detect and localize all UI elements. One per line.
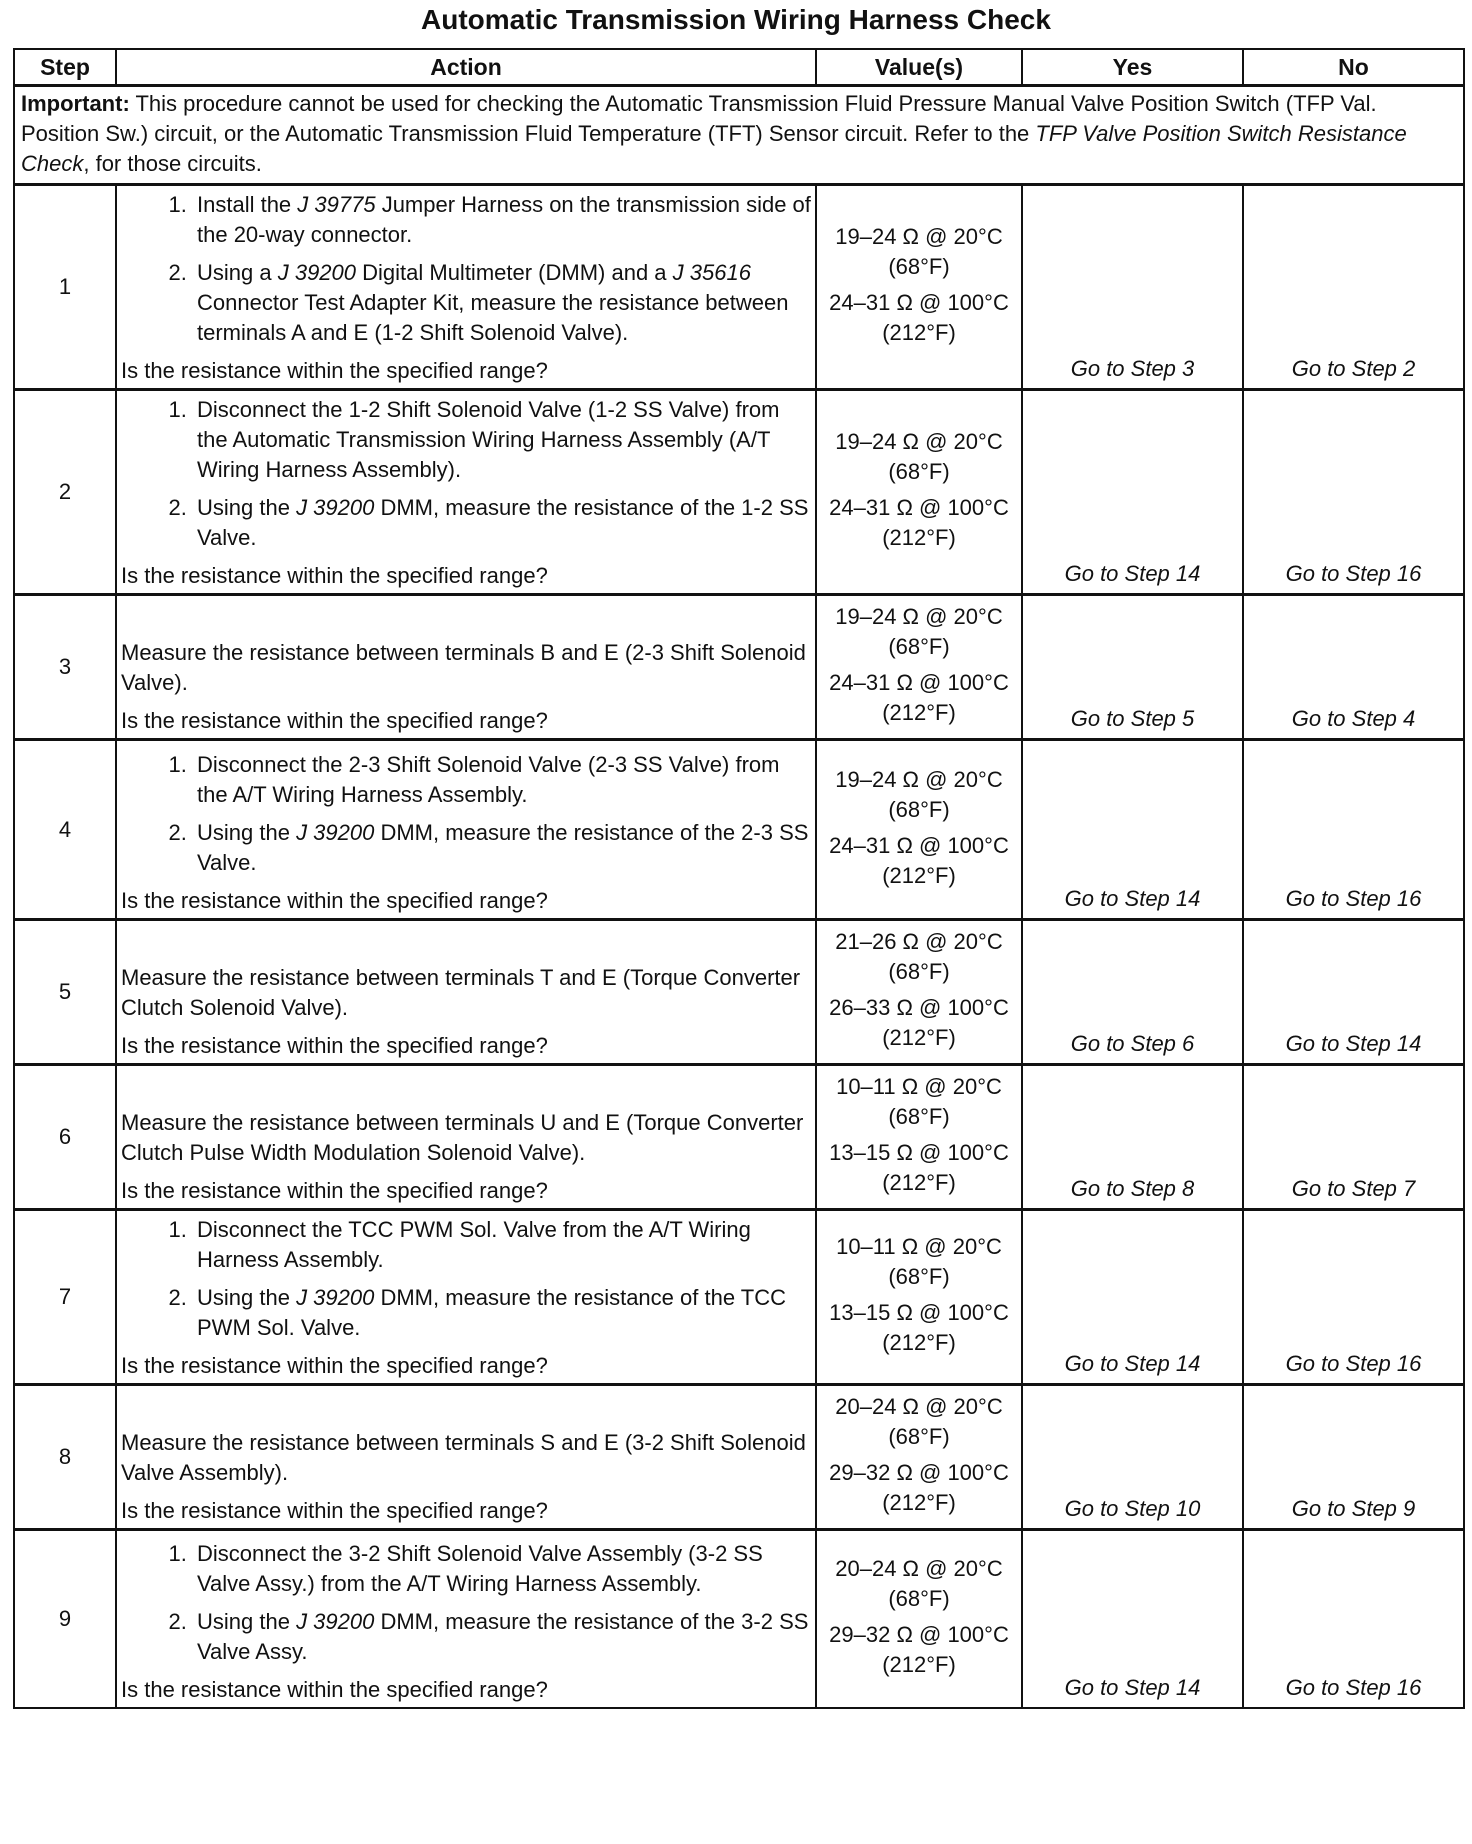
- action-text: Disconnect the 3-2 Shift Solenoid Valve Assembly (3-2 SS Valve Assy.) from the A/T Wiring Harness Assembly.: [197, 1540, 763, 1596]
- spec-value: 24–31 Ω @ 100°C (212°F): [829, 290, 1009, 345]
- spec-value: 10–11 Ω @ 20°C (68°F): [836, 1074, 1002, 1129]
- question-text: Is the resistance within the specified range?: [121, 1033, 548, 1058]
- question-text: Is the resistance within the specified range?: [121, 1178, 548, 1203]
- spec-values: [816, 1530, 1022, 1708]
- yes-result: Go to Step 14: [1022, 1530, 1243, 1708]
- yes-result: Go to Step 6: [1022, 920, 1243, 1065]
- no-result: Go to Step 7: [1243, 1065, 1464, 1210]
- spec-value: 19–24 Ω @ 20°C (68°F): [835, 429, 1003, 484]
- spec-value: 19–24 Ω @ 20°C (68°F): [835, 766, 1003, 822]
- action-item: [193, 1607, 811, 1667]
- step-action: [116, 1530, 816, 1708]
- spec-value: 13–15 Ω @ 100°C (212°F): [829, 1300, 1009, 1355]
- tool-number: J 39200: [296, 820, 375, 845]
- tool-number: J 39200: [296, 1608, 375, 1634]
- spec-value: 21–26 Ω @ 20°C (68°F): [835, 929, 1003, 984]
- step-row: [14, 1210, 1464, 1385]
- spec-value: 10–11 Ω @ 20°C (68°F): [836, 1234, 1002, 1289]
- action-list: [121, 190, 811, 348]
- action-item: [193, 1215, 811, 1275]
- no-result: Go to Step 14: [1243, 920, 1464, 1065]
- spec-value: 29–32 Ω @ 100°C (212°F): [829, 1460, 1009, 1515]
- question-text: Is the resistance within the specified range?: [121, 888, 548, 913]
- yes-result: Go to Step 8: [1022, 1065, 1243, 1210]
- yes-result: Go to Step 14: [1022, 1210, 1243, 1385]
- header-values: Value(s): [816, 49, 1022, 86]
- step-row: [14, 740, 1464, 920]
- action-text: DMM, measure the resistance of the 2-3 SS Valve.: [197, 820, 809, 875]
- action-item: [193, 395, 811, 485]
- tool-number: J 39200: [296, 1285, 375, 1310]
- spec-values: [816, 920, 1022, 1065]
- header-row: [14, 49, 1464, 86]
- action-text: DMM, measure the resistance of the TCC PWM Sol. Valve.: [197, 1285, 786, 1340]
- spec-value: 29–32 Ω @ 100°C (212°F): [829, 1621, 1009, 1677]
- spec-value: 24–31 Ω @ 100°C (212°F): [829, 495, 1009, 550]
- action-text: Using the: [197, 495, 297, 520]
- spec-values: [816, 595, 1022, 740]
- important-text-2: , for those circuits.: [83, 151, 262, 176]
- yes-result: Go to Step 5: [1022, 595, 1243, 740]
- step-action: [116, 920, 816, 1065]
- spec-value: 20–24 Ω @ 20°C (68°F): [835, 1394, 1003, 1449]
- step-row: [14, 595, 1464, 740]
- step-number: 2: [14, 390, 116, 595]
- important-note: [14, 86, 1464, 185]
- action-text: Disconnect the TCC PWM Sol. Valve from the A/T Wiring Harness Assembly.: [197, 1217, 751, 1272]
- question-text: Is the resistance within the specified range?: [121, 1498, 548, 1523]
- step-number: 8: [14, 1385, 116, 1530]
- step-action: [116, 595, 816, 740]
- yes-result: Go to Step 10: [1022, 1385, 1243, 1530]
- action-text: Connector Test Adapter Kit, measure the resistance between terminals A and E (1-2 Shift Solenoid Valve).: [197, 290, 789, 345]
- action-list: [121, 395, 811, 553]
- action-text: Measure the resistance between terminals S and E (3-2 Shift Solenoid Valve Assembly).: [121, 1430, 806, 1485]
- question-text: Is the resistance within the specified range?: [121, 358, 548, 383]
- yes-result: Go to Step 14: [1022, 390, 1243, 595]
- step-number: 6: [14, 1065, 116, 1210]
- action-text: Jumper Harness on the transmission side of the 20-way connector.: [197, 192, 811, 247]
- action-text: Install the: [197, 192, 298, 217]
- tool-number: J 39200: [296, 495, 375, 520]
- tool-number: J 39200: [277, 260, 357, 285]
- action-list: [121, 1539, 811, 1667]
- step-number: 5: [14, 920, 116, 1065]
- step-number: 3: [14, 595, 116, 740]
- important-text-1: This procedure cannot be used for checking the Automatic Transmission Fluid Pressure Manual Valve Position Switch (TFP Val. Position Sw.) circuit, or the Automatic Transmission Fluid Temperature (TFT) Sensor circuit. Refer to the: [21, 91, 1377, 146]
- action-item: [193, 1539, 811, 1599]
- page-title: Automatic Transmission Wiring Harness Check: [421, 4, 1051, 35]
- important-label: Important:: [21, 91, 130, 116]
- spec-value: 24–31 Ω @ 100°C (212°F): [829, 670, 1009, 725]
- spec-values: [816, 390, 1022, 595]
- step-action: [116, 1065, 816, 1210]
- no-result: Go to Step 2: [1243, 185, 1464, 390]
- action-item: [193, 750, 811, 810]
- action-item: [193, 818, 811, 878]
- no-result: Go to Step 9: [1243, 1385, 1464, 1530]
- question-text: Is the resistance within the specified range?: [121, 563, 548, 588]
- action-text: Disconnect the 2-3 Shift Solenoid Valve (2-3 SS Valve) from the A/T Wiring Harness Assembly.: [197, 752, 780, 807]
- step-action: [116, 390, 816, 595]
- action-item: [193, 493, 811, 553]
- tool-number: J 39775: [297, 192, 376, 217]
- step-number: 9: [14, 1530, 116, 1708]
- action-text: Disconnect the 1-2 Shift Solenoid Valve (1-2 SS Valve) from the Automatic Transmission Wiring Harness Assembly (A/T Wiring Harness Assembly).: [197, 397, 780, 482]
- step-action: [116, 185, 816, 390]
- step-row: [14, 1065, 1464, 1210]
- question-text: Is the resistance within the specified range?: [121, 708, 548, 733]
- action-text: Digital Multimeter (DMM) and a: [356, 260, 673, 285]
- question-text: Is the resistance within the specified range?: [121, 1676, 548, 1702]
- action-list: [121, 1215, 811, 1343]
- procedure-table: [13, 48, 1465, 1709]
- action-item: [193, 1283, 811, 1343]
- step-row: [14, 1530, 1464, 1708]
- action-text: Using a: [197, 260, 278, 285]
- step-action: [116, 740, 816, 920]
- step-number: 4: [14, 740, 116, 920]
- spec-value: 13–15 Ω @ 100°C (212°F): [829, 1140, 1009, 1195]
- no-result: Go to Step 16: [1243, 1530, 1464, 1708]
- action-text: DMM, measure the resistance of the 3-2 SS Valve Assy.: [197, 1608, 809, 1664]
- no-result: Go to Step 4: [1243, 595, 1464, 740]
- spec-values: [816, 1210, 1022, 1385]
- spec-value: 19–24 Ω @ 20°C (68°F): [835, 604, 1003, 659]
- step-row: [14, 390, 1464, 595]
- spec-value: 20–24 Ω @ 20°C (68°F): [835, 1555, 1003, 1611]
- spec-value: 19–24 Ω @ 20°C (68°F): [835, 224, 1003, 279]
- step-number: 7: [14, 1210, 116, 1385]
- yes-result: Go to Step 14: [1022, 740, 1243, 920]
- action-item: [193, 190, 811, 250]
- action-text: Using the: [197, 1608, 297, 1634]
- step-number: 1: [14, 185, 116, 390]
- step-action: [116, 1385, 816, 1530]
- action-list: [121, 750, 811, 878]
- header-no: No: [1243, 49, 1464, 86]
- header-step: Step: [14, 49, 116, 86]
- header-action: Action: [116, 49, 816, 86]
- spec-values: [816, 740, 1022, 920]
- action-item: [193, 258, 811, 348]
- step-row: [14, 920, 1464, 1065]
- important-note-row: [14, 86, 1464, 185]
- header-yes: Yes: [1022, 49, 1243, 86]
- question-text: Is the resistance within the specified range?: [121, 1353, 548, 1378]
- spec-value: 26–33 Ω @ 100°C (212°F): [829, 995, 1009, 1050]
- no-result: Go to Step 16: [1243, 740, 1464, 920]
- action-text: Measure the resistance between terminals B and E (2-3 Shift Solenoid Valve).: [121, 640, 806, 695]
- yes-result: Go to Step 3: [1022, 185, 1243, 390]
- no-result: Go to Step 16: [1243, 390, 1464, 595]
- spec-values: [816, 185, 1022, 390]
- no-result: Go to Step 16: [1243, 1210, 1464, 1385]
- tool-number: J 35616: [672, 260, 751, 285]
- step-action: [116, 1210, 816, 1385]
- step-row: [14, 1385, 1464, 1530]
- spec-values: [816, 1065, 1022, 1210]
- step-row: [14, 185, 1464, 390]
- action-text: Using the: [197, 820, 297, 845]
- action-text: Using the: [197, 1285, 297, 1310]
- spec-values: [816, 1385, 1022, 1530]
- action-text: DMM, measure the resistance of the 1-2 SS Valve.: [197, 495, 809, 550]
- important-reference: TFP Valve Position Switch Resistance Check: [21, 121, 1407, 176]
- action-text: Measure the resistance between terminals U and E (Torque Converter Clutch Pulse Width Modulation Solenoid Valve).: [121, 1110, 804, 1165]
- action-text: Measure the resistance between terminals T and E (Torque Converter Clutch Solenoid Valve).: [121, 965, 801, 1020]
- spec-value: 24–31 Ω @ 100°C (212°F): [829, 832, 1009, 888]
